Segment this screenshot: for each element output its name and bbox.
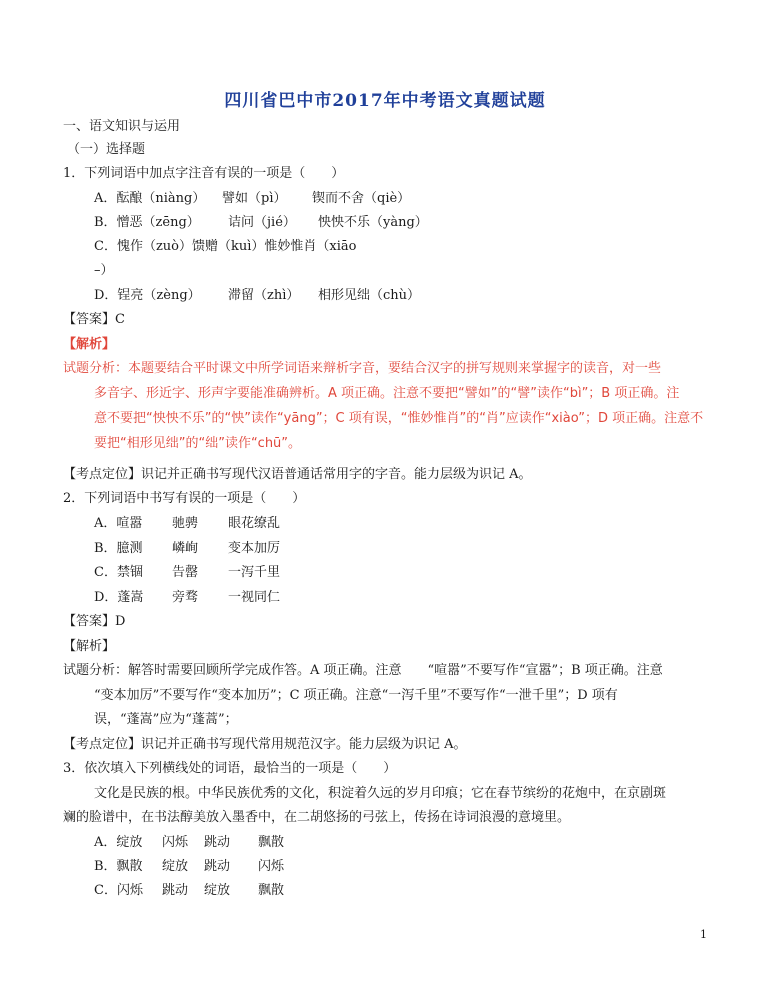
q2-option-c-3: 一泻千里 [228, 565, 281, 580]
q3-option-b-2: 绽放 [162, 859, 189, 874]
q1-option-b [94, 214, 428, 232]
q1-option-b-2: 诘问（jié） [228, 215, 296, 230]
q1-point: 【考点定位】识记并正确书写现代汉语普通话常用字的字音。能力层级为识记 A。 [63, 467, 532, 482]
q3-option-a-1: A．绽放 [94, 835, 143, 850]
q2-stem: 2．下列词语中书写有误的一项是（ ） [63, 491, 306, 506]
q3-passage-line: 斓的脸谱中，在书法醇美放入墨香中，在二胡悠扬的弓弦上，传扬在诗词浪漫的意境里。 [63, 810, 571, 825]
q2-option-d [94, 589, 280, 607]
q3-option-a-4: 飘散 [258, 835, 285, 850]
q2-option-d-2: 旁骛 [172, 590, 199, 605]
q1-analysis-label: 【解析】 [63, 337, 116, 352]
q1-option-a-3: 锲而不舍（qiè） [312, 191, 411, 206]
q1-option-d-2: 滞留（zhì） [228, 288, 300, 303]
q2-option-b-3: 变本加厉 [228, 541, 281, 556]
q2-point: 【考点定位】识记并正确书写现代常用规范汉字。能力层级为识记 A。 [63, 737, 467, 752]
q1-option-c-cont: –） [94, 263, 114, 278]
q1-option-a [94, 190, 410, 208]
q3-option-b-4: 闪烁 [258, 859, 285, 874]
q3-option-a-2: 闪烁 [162, 835, 189, 850]
q1-analysis-line: 要把“相形见绌”的“绌”读作“chū”。 [94, 436, 302, 451]
q1-option-c: C．愧作（zuò）馈赠（kuì）惟妙惟肖（xiāo [94, 239, 357, 254]
q2-option-b-1: B．臆测 [94, 541, 143, 556]
q1-option-d-1: D．锃亮（zèng） [94, 288, 201, 303]
q2-option-c-1: C．禁锢 [94, 565, 143, 580]
q1-option-b-3: 怏怏不乐（yàng） [318, 215, 428, 230]
q1-answer: 【答案】C [63, 312, 125, 327]
q1-option-d [94, 287, 420, 305]
q3-passage-line: 文化是民族的根。中华民族优秀的文化，积淀着久远的岁月印痕；它在春节缤纷的花炮中，在京剧斑 [94, 786, 667, 801]
q2-option-b [94, 540, 280, 558]
q1-analysis-line: 意不要把“怏怏不乐”的“怏”读作“yāng”；C 项有误，“惟妙惟肖”的“肖”应读作“xiào”；D 项正确。注意不 [94, 411, 704, 426]
q3-option-b-3: 跳动 [204, 859, 231, 874]
q1-option-b-1: B．憎恶（zēng） [94, 215, 200, 230]
q2-option-a-1: A．喧嚣 [94, 516, 143, 531]
q1-option-d-3: 相形见绌（chù） [318, 288, 421, 303]
q1-analysis-line: 多音字、形近字、形声字要能准确辨析。A 项正确。注意不要把“譬如”的“譬”读作“bì”；B 项正确。注 [94, 386, 680, 401]
q2-option-a [94, 515, 280, 533]
q1-option-a-2: 譬如（pì） [222, 191, 287, 206]
q3-option-a [94, 834, 284, 852]
q2-option-a-3: 眼花缭乱 [228, 516, 281, 531]
subsection-heading: （一）选择题 [67, 142, 146, 157]
q3-option-a-3: 跳动 [204, 835, 231, 850]
section-heading: 一、语文知识与运用 [63, 119, 181, 134]
q2-analysis-line: 试题分析：解答时需要回顾所学完成作答。A 项正确。注意 “喧嚣”不要写作“宣嚣”；B 项正确。注意 [63, 663, 663, 678]
q2-option-a-2: 驰骋 [172, 516, 199, 531]
q3-stem: 3．依次填入下列横线处的词语，最恰当的一项是（ ） [63, 761, 397, 776]
q3-option-c-2: 跳动 [162, 883, 189, 898]
q2-analysis-label: 【解析】 [63, 639, 116, 654]
q3-option-c [94, 882, 284, 900]
q1-analysis-line: 试题分析：本题要结合平时课文中所学词语来辩析字音，要结合汉字的拼写规则来掌握字的读音，对一些 [63, 361, 662, 376]
q2-option-c [94, 564, 280, 582]
q2-analysis-line: “变本加厉”不要写作“变本加历”；C 项正确。注意“一泻千里”不要写作“一泄千里”；D 项有 [94, 688, 618, 703]
q2-option-c-2: 告罄 [172, 565, 199, 580]
q1-option-a-1: A．酝酿（niàng） [94, 191, 206, 206]
q3-option-c-4: 飘散 [258, 883, 285, 898]
q2-option-b-2: 嶙峋 [172, 541, 199, 556]
q3-option-b [94, 858, 284, 876]
page-title: 四川省巴中市2017年中考语文真题试题 [224, 91, 546, 111]
q2-option-d-3: 一视同仁 [228, 590, 281, 605]
q3-option-c-3: 绽放 [204, 883, 231, 898]
q1-stem: 1．下列词语中加点字注音有误的一项是（ ） [63, 166, 345, 181]
q2-option-d-1: D．蓬嵩 [94, 590, 144, 605]
q2-answer: 【答案】D [63, 614, 126, 629]
page-number: 1 [700, 928, 707, 941]
q2-analysis-line: 误，“蓬嵩”应为“蓬蒿”； [94, 712, 238, 727]
q3-option-c-1: C．闪烁 [94, 883, 143, 898]
q3-option-b-1: B．飘散 [94, 859, 143, 874]
